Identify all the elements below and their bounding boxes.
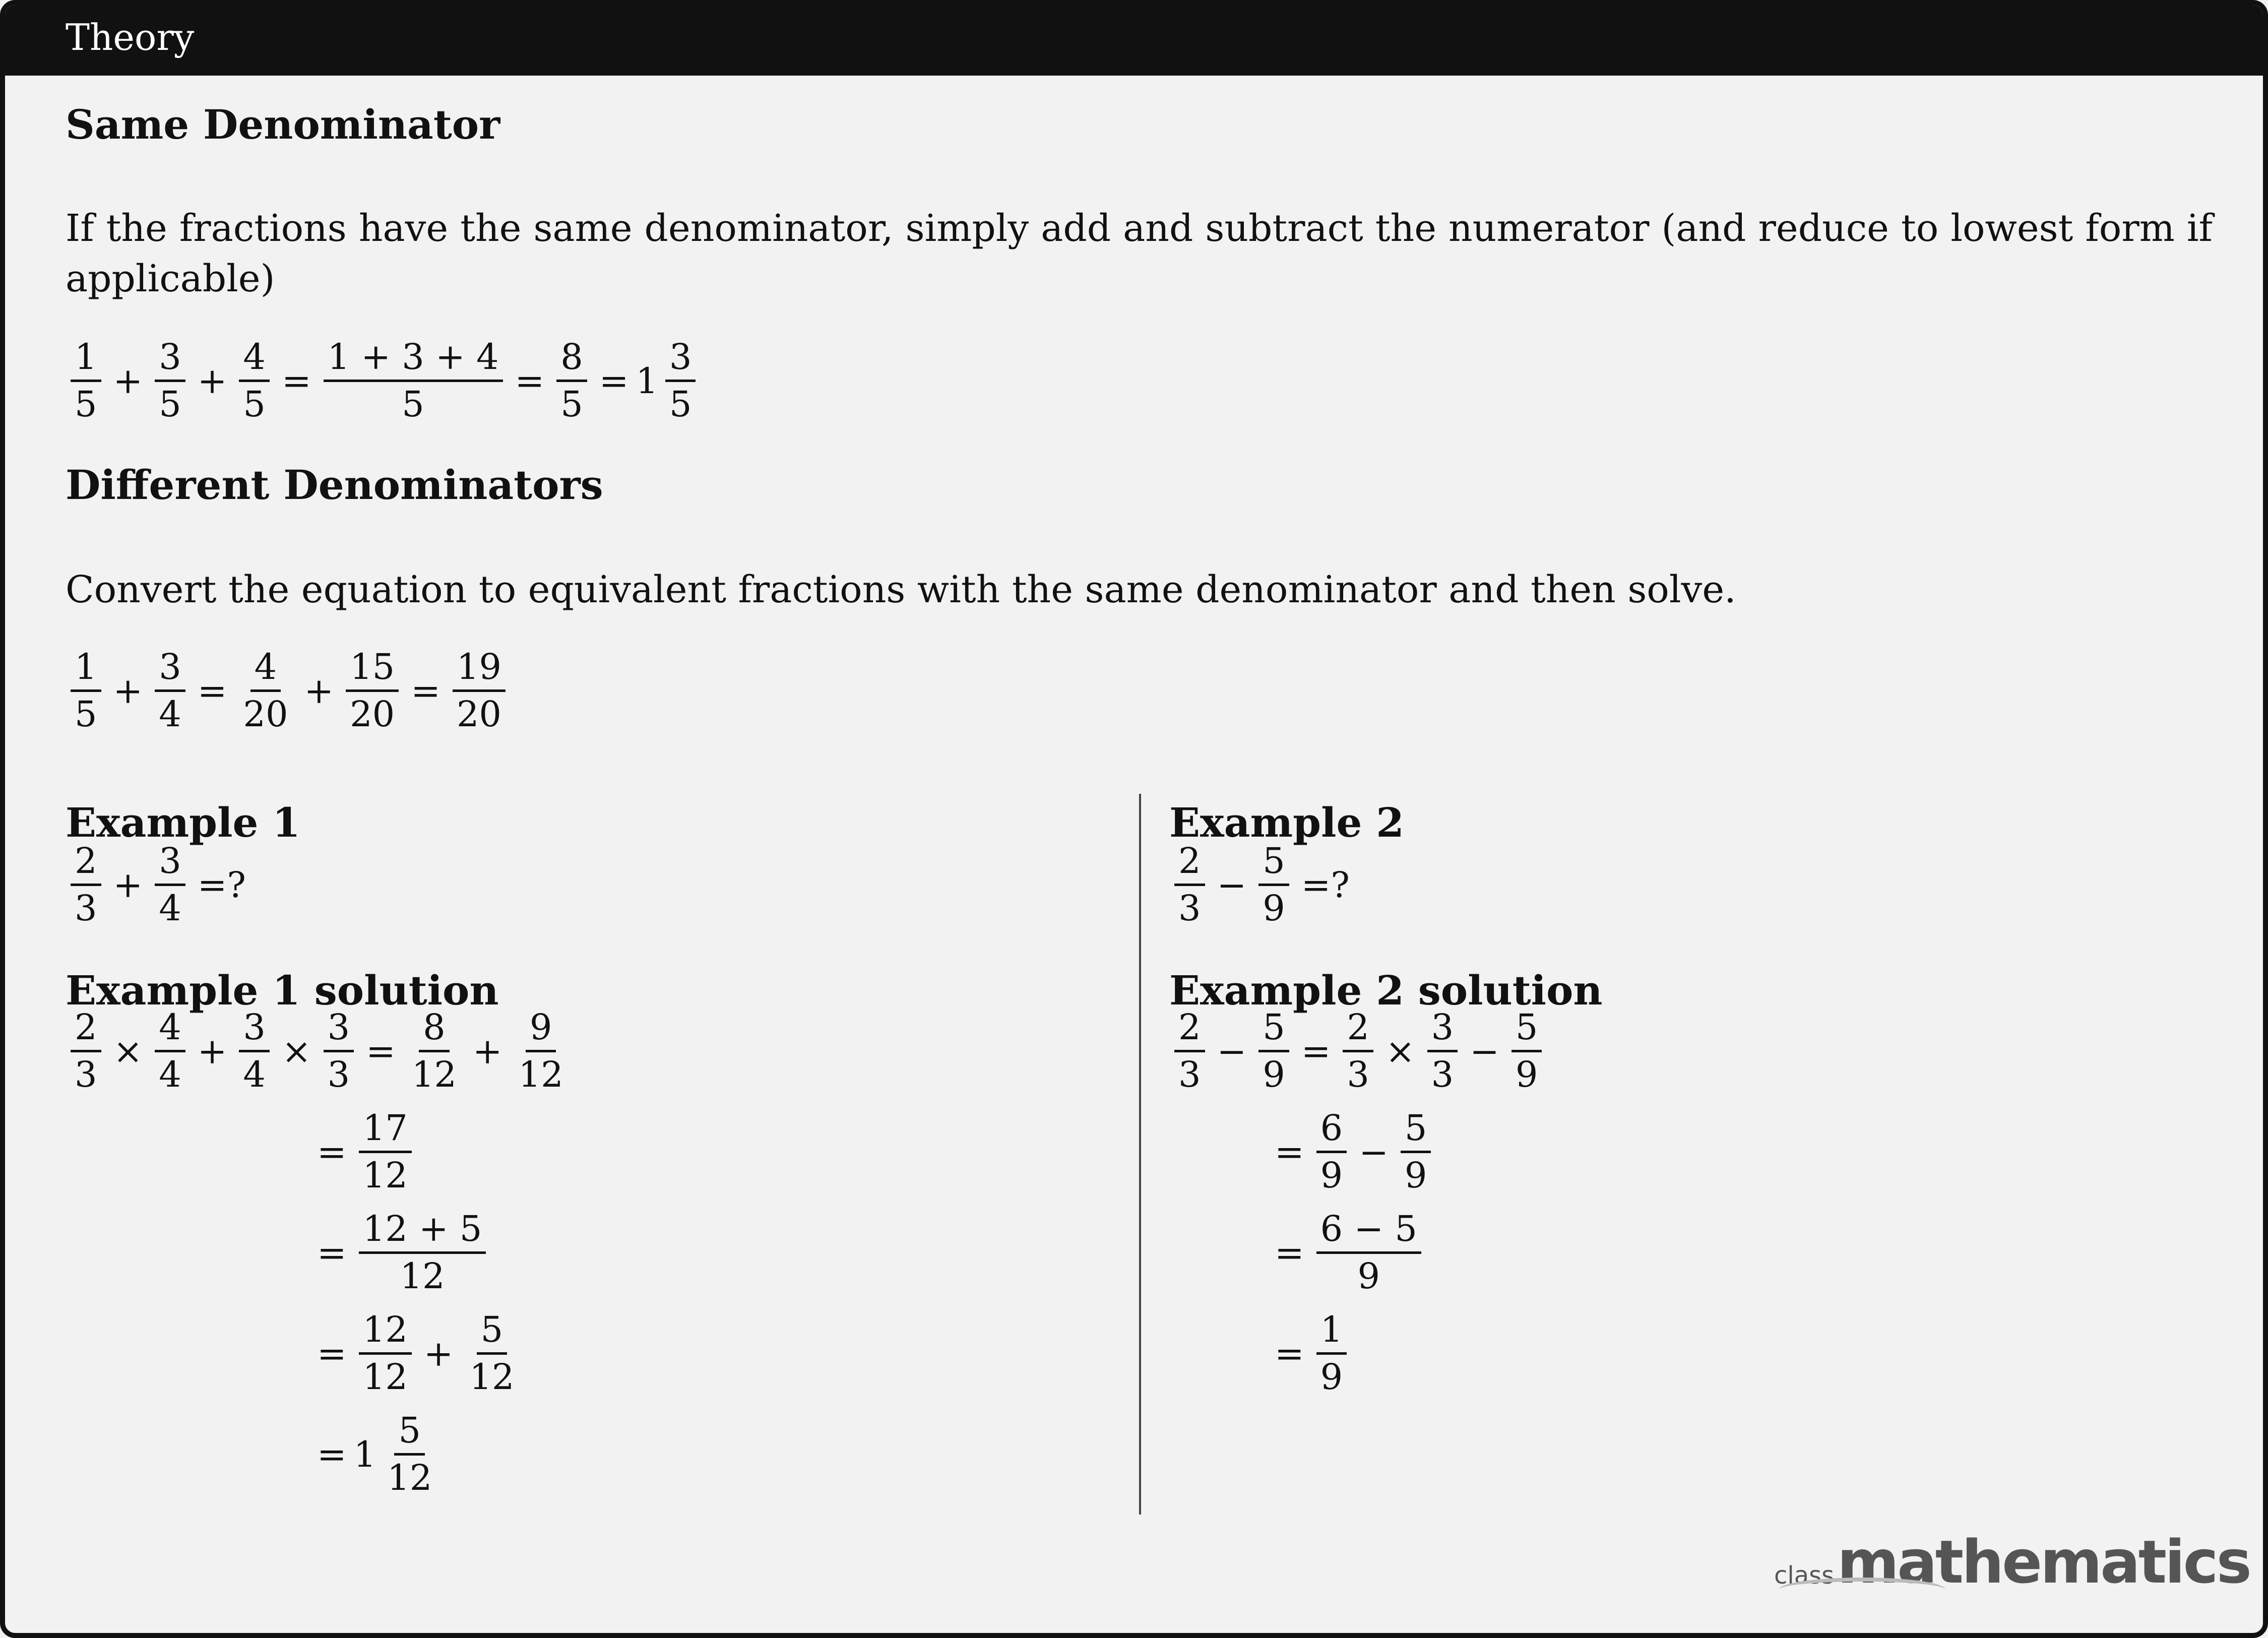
fraction: $\frac{12 + 5}{12}$ (359, 1210, 486, 1296)
operator: − (1470, 1030, 1499, 1072)
operator: =? (1301, 864, 1350, 906)
fraction: $\frac{1}{5}$ (71, 338, 101, 424)
example-1-solution-heading: Example 1 solution (66, 967, 499, 1014)
fraction: $\frac{15}{20}$ (346, 648, 399, 734)
same-denominator-equation (66, 338, 701, 424)
fraction: $\frac{19}{20}$ (453, 648, 506, 734)
operator: − (1359, 1131, 1389, 1173)
example-1-question (66, 842, 253, 928)
operator: = (281, 360, 311, 402)
operator: + (304, 670, 334, 712)
different-denominators-text: Convert the equation to equivalent fractions with the same denominator and then solve. (66, 568, 1736, 611)
operator: = (317, 1333, 347, 1374)
operator: − (1217, 864, 1247, 906)
fraction: $\frac{5}{9}$ (1511, 1008, 1542, 1094)
fraction: $\frac{3}{3}$ (1427, 1008, 1458, 1094)
card-title: Theory (66, 16, 195, 58)
operator: = (1275, 1333, 1304, 1374)
fraction: $\frac{2}{3}$ (1174, 1008, 1205, 1094)
fraction: $\frac{3}{4}$ (155, 842, 185, 928)
example-2-solution-heading: Example 2 solution (1169, 967, 1603, 1014)
fraction: $\frac{9}{12}$ (518, 1006, 563, 1095)
fraction: $\frac{8}{5}$ (556, 338, 587, 424)
fraction: $\frac{1 + 3 + 4}{5}$ (324, 338, 503, 424)
fraction: $\frac{5}{9}$ (1258, 1008, 1289, 1094)
operator: = (317, 1433, 347, 1475)
fraction: $\frac{5}{12}$ (469, 1309, 515, 1398)
example-2-step-2 (1268, 1109, 1436, 1195)
operator: = (515, 360, 545, 402)
fraction: $\frac{5}{9}$ (1401, 1109, 1431, 1195)
operator: + (113, 670, 143, 712)
operator: × (281, 1030, 311, 1072)
heading-same-denominator: Same Denominator (66, 101, 500, 148)
example-2-step-4 (1268, 1310, 1352, 1397)
fraction: $\frac{4}{20}$ (243, 646, 288, 735)
fraction: $\frac{3}{3}$ (324, 1008, 354, 1094)
operator: + (197, 1030, 227, 1072)
fraction: $\frac{8}{12}$ (411, 1006, 457, 1095)
different-denominators-equation (66, 648, 511, 734)
example-1-step-2 (310, 1109, 417, 1195)
example-1-step-3 (310, 1210, 491, 1296)
operator: =? (197, 864, 246, 906)
fraction: $\frac{2}{3}$ (71, 842, 101, 928)
operator: = (317, 1131, 347, 1173)
example-2-step-1 (1169, 1008, 1547, 1094)
operator: = (366, 1030, 396, 1072)
heading-different-denominators: Different Denominators (66, 461, 603, 509)
column-divider (1139, 794, 1141, 1515)
operator: + (113, 864, 143, 906)
example-2-question (1169, 842, 1357, 928)
fraction: $\frac{2}{3}$ (1174, 842, 1205, 928)
whole-number: 1 (636, 360, 658, 402)
operator: × (113, 1030, 143, 1072)
operator: + (472, 1030, 502, 1072)
example-2-step-3 (1268, 1210, 1426, 1296)
fraction: $\frac{3}{4}$ (155, 648, 185, 734)
operator: = (411, 670, 440, 712)
fraction: $\frac{5}{9}$ (1258, 842, 1289, 928)
logo-main-text: mathematics (1837, 1527, 2250, 1597)
same-denominator-text: If the fractions have the same denominator, simply add and subtract the numerator (and reduce to lowest form if applicable) (66, 207, 2213, 300)
operator: = (1275, 1131, 1304, 1173)
operator: = (1301, 1030, 1331, 1072)
operator: = (197, 670, 227, 712)
operator: = (317, 1232, 347, 1274)
operator: − (1217, 1030, 1247, 1072)
fraction: $\frac{17}{12}$ (359, 1109, 412, 1195)
example-1-heading: Example 1 (66, 799, 300, 846)
fraction: $\frac{5}{12}$ (387, 1410, 432, 1498)
whole-number: 1 (353, 1433, 376, 1475)
example-2-heading: Example 2 (1169, 799, 1404, 846)
fraction: $\frac{4}{4}$ (155, 1008, 185, 1094)
operator: = (599, 360, 629, 402)
operator: + (197, 360, 227, 402)
fraction: $\frac{4}{5}$ (239, 338, 270, 424)
fraction: $\frac{3}{5}$ (665, 338, 696, 424)
operator: = (1275, 1232, 1304, 1274)
operator: × (1385, 1030, 1415, 1072)
fraction: $\frac{12}{12}$ (359, 1310, 412, 1397)
fraction: $\frac{1}{5}$ (71, 648, 101, 734)
fraction: $\frac{1}{9}$ (1316, 1310, 1347, 1397)
fraction: $\frac{6 - 5}{9}$ (1316, 1210, 1421, 1296)
fraction: $\frac{6}{9}$ (1316, 1109, 1347, 1195)
example-1-step-1 (66, 1008, 573, 1094)
operator: + (423, 1333, 454, 1374)
operator: + (113, 360, 143, 402)
logo-swoosh-icon (1779, 1578, 1945, 1602)
classmathematics-logo (1774, 1527, 2250, 1597)
title-bar (5, 5, 2263, 76)
fraction: $\frac{3}{4}$ (239, 1008, 270, 1094)
fraction: $\frac{2}{3}$ (71, 1008, 101, 1094)
fraction: $\frac{2}{3}$ (1343, 1008, 1373, 1094)
fraction: $\frac{3}{5}$ (155, 338, 185, 424)
example-1-step-4 (310, 1310, 523, 1397)
example-1-step-5 (310, 1411, 441, 1497)
logo-small-text: class (1774, 1561, 1835, 1590)
